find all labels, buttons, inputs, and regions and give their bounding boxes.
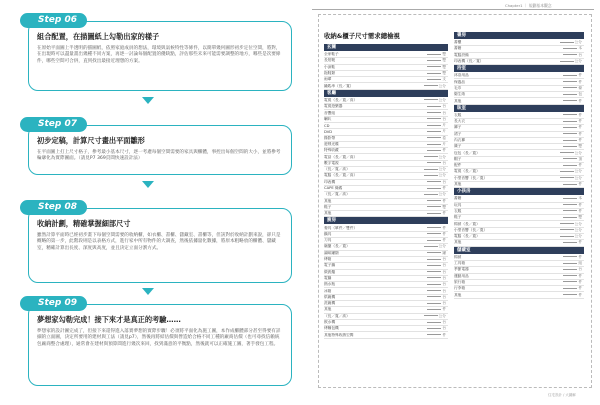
checklist-column-left <box>324 44 448 339</box>
step-06-title: 組合配置，在描圖紙上勾勒出家的樣子 <box>37 32 160 41</box>
item-unit-field[interactable]: 台 <box>503 53 584 58</box>
item-unit-field[interactable]: 雙 <box>503 215 584 220</box>
running-header: Chapter1 ｜ 規劃基本觀念 <box>505 3 552 8</box>
item-label: 其他特殊收納空間 <box>324 332 354 337</box>
step-08-box <box>28 208 292 283</box>
item-unit-field[interactable]: 雙 <box>371 52 448 57</box>
item-unit-field[interactable]: 公分 <box>503 234 584 239</box>
item-unit-field[interactable]: 公分 <box>503 151 584 156</box>
item-unit-field[interactable]: 台 <box>371 263 448 268</box>
item-label: 電視遊樂器 <box>324 104 343 109</box>
item-unit-field[interactable]: 件 <box>503 119 584 124</box>
item-label: 工具箱 <box>454 261 466 266</box>
item-label: 印表機（長／寬） <box>454 59 484 64</box>
item-label: 印表機 <box>324 179 336 184</box>
item-label: 內衣褲 <box>454 138 466 142</box>
item-label: 長短靴 <box>324 58 336 63</box>
item-unit-field[interactable]: 件 <box>503 209 584 214</box>
item-unit-field[interactable]: 件 <box>503 182 584 187</box>
item-unit-field[interactable]: 公分 <box>371 155 448 160</box>
checklist-title: 收納&櫃子尺寸需求總檢視 <box>324 32 400 40</box>
item-label: 拖鞋類 <box>324 71 336 76</box>
item-unit-field[interactable]: 包 <box>503 92 584 97</box>
item-label: 其他 <box>454 240 462 245</box>
item-unit-field[interactable]: 件 <box>371 232 448 237</box>
item-unit-field[interactable]: 公分 <box>503 59 584 64</box>
item-unit-field[interactable]: 台 <box>371 161 448 166</box>
step-09-title: 夢想家勾勒完成！接下來才是真正的考驗…… <box>37 315 181 324</box>
item-unit-field[interactable]: 台 <box>371 104 448 109</box>
section-header: 小孩房 <box>454 188 584 195</box>
item-label: 棉被（長／寬） <box>454 221 480 226</box>
item-unit-field[interactable]: 件 <box>371 186 448 191</box>
item-label: CD <box>324 123 330 128</box>
item-label: 電腦（長／寬） <box>454 234 480 239</box>
item-unit-field[interactable]: 件 <box>503 73 584 78</box>
item-label: 書籍 <box>454 196 462 201</box>
item-label: 其他 <box>454 182 462 187</box>
section-header: 臥室 <box>454 105 584 112</box>
item-label: 鑰匙串（長／寬） <box>324 83 354 88</box>
item-label: 鍋具 <box>324 231 332 236</box>
item-unit-field[interactable]: 件 <box>503 293 584 298</box>
step-06-box <box>28 21 292 91</box>
item-label: 電腦設備 <box>454 52 469 57</box>
item-unit-field[interactable]: 件 <box>503 132 584 137</box>
item-unit-field[interactable]: 件 <box>371 307 448 312</box>
item-label: 衣服 <box>454 112 462 117</box>
item-label: 洗碗機 <box>324 301 336 306</box>
item-unit-field[interactable]: 支 <box>371 77 448 82</box>
step-07-label: Step 07 <box>20 117 87 132</box>
item-unit-field[interactable]: 公分 <box>503 222 584 227</box>
header-divider <box>312 9 594 10</box>
item-label: 玩具 <box>454 202 462 207</box>
item-label: 其他 <box>454 292 462 297</box>
item-label: 特殊收藏 <box>324 148 339 153</box>
item-label: 烤箱 <box>324 257 332 262</box>
item-unit-field[interactable]: 組 <box>503 261 584 266</box>
item-label: 電鍋 <box>324 275 332 280</box>
item-unit-field[interactable]: 台 <box>371 295 448 300</box>
step-07-box <box>28 125 292 175</box>
item-label: 小型音響（長／寬） <box>454 175 488 180</box>
item-unit-field[interactable]: 卷 <box>371 136 448 141</box>
arrow-down-icon <box>142 181 154 188</box>
item-label: DVD <box>324 129 333 134</box>
item-label: 全家鞋子 <box>324 52 339 57</box>
item-label: 餐具（單件／雙件） <box>324 225 358 230</box>
step-06-body: 在原始平面圖上半透明的描圖紙，依照家庭成員的想法，環境與氣候特性等條件，以簡單幾何圖形初步定位空間，將對，在出現時可以盡量畫出幾種不同方案，再逐一討論每個配置的優缺點，評估那些未來可能需要調整的地方，哪些是次要條件，哪些空間可合併，直到找出最接近理想的方案。 <box>37 46 281 64</box>
item-unit-field[interactable]: 罐 <box>371 251 448 256</box>
item-label: 小型音響（長／寬） <box>454 227 488 232</box>
item-unit-field[interactable]: 公分 <box>371 192 448 197</box>
step-07-title: 初步定稿，計算尺寸畫出平面雛形 <box>37 136 145 145</box>
item-label: CAPE 條碼 <box>324 186 343 191</box>
item-label: 沐浴用品 <box>454 73 469 78</box>
item-unit-field[interactable]: 台 <box>371 320 448 325</box>
item-label: 包包（長／寬） <box>454 150 480 155</box>
item-unit-field[interactable]: 件 <box>503 286 584 291</box>
item-label: 旅行箱 <box>454 279 466 284</box>
section-header: 儲藏室 <box>454 247 584 254</box>
item-unit-field[interactable]: 台 <box>371 117 448 122</box>
item-label: 運動用品 <box>454 273 469 278</box>
item-unit-field[interactable]: 件 <box>503 99 584 104</box>
item-label: （長／寬／高） <box>324 313 350 318</box>
item-label: 碗盤（長／寬） <box>324 244 350 249</box>
item-label: 飲水機 <box>324 320 336 325</box>
item-unit-field[interactable]: 件 <box>503 255 584 260</box>
item-label: 帽子 <box>454 156 462 161</box>
item-unit-field[interactable]: 台 <box>503 267 584 272</box>
item-label: 行李箱 <box>454 286 466 291</box>
item-label: 季節電器 <box>454 267 469 272</box>
item-unit-field[interactable]: 公分 <box>371 173 448 178</box>
item-unit-field[interactable]: 公分 <box>371 167 448 172</box>
item-label: 調味罐類 <box>324 250 339 255</box>
item-label: 書籍 <box>454 46 462 51</box>
checklist-column-right <box>454 32 584 299</box>
item-unit-field[interactable]: 台 <box>371 111 448 116</box>
item-label: 數字電視 <box>324 160 339 165</box>
step-08-label: Step 08 <box>20 200 87 215</box>
item-unit-field[interactable]: 台 <box>371 180 448 185</box>
item-unit-field[interactable]: 公分 <box>503 228 584 233</box>
section-header: 浴室 <box>454 65 584 72</box>
item-label: （長／寬／高） <box>324 167 350 172</box>
item-label: 雨傘 <box>324 77 332 82</box>
item-unit-field[interactable]: 件 <box>503 163 584 168</box>
item-unit-field[interactable]: 件 <box>371 333 448 338</box>
item-label: 保養品 <box>454 79 466 84</box>
item-label: 鞋子 <box>324 204 332 209</box>
step-09-box <box>28 304 292 386</box>
item-label: 其他 <box>454 98 462 103</box>
item-unit-field[interactable]: 公分 <box>503 169 584 174</box>
item-unit-field[interactable]: 台 <box>371 276 448 281</box>
item-label: 衣服 <box>454 208 462 213</box>
item-unit-field[interactable]: 本 <box>503 196 584 201</box>
item-label: 棉被 <box>454 254 462 259</box>
item-label: 褲子 <box>454 125 462 130</box>
item-label: 配件 <box>454 163 462 168</box>
item-label: 電話（長／寬／高） <box>324 154 358 159</box>
item-unit-field[interactable]: 件 <box>503 125 584 130</box>
item-label: 書櫃 <box>454 40 462 45</box>
step-08-body: 雖然計算平面時已經初步畫下每個空間需要的收納櫃，如衣櫃、書櫃、儲藏室、書櫃等，但該對於收納計劃來說，卻只是概略的第一步，此階段則是以表格方式，進行家中所有物件的大調查，然後依據量化數據，將原本粗略放的櫃體、儲藏室，精確計算出長度、深度與高度，並且決定立面分割方式。 <box>37 233 281 251</box>
item-label: 喇叭 <box>324 116 332 121</box>
item-label: 其他 <box>324 307 332 312</box>
item-unit-field[interactable]: 片 <box>371 129 448 134</box>
item-unit-field[interactable]: 台 <box>371 257 448 262</box>
step-06-label: Step 06 <box>20 13 87 28</box>
item-unit-field[interactable]: 雙 <box>371 205 448 210</box>
step-07-body: 在平面圖上打上尺寸格子，參考最小基本尺寸，逐一考慮每個空間需要的家具與櫃體，事控出每個空間的大小，並將參考輪廓化為實際圖面。（請見P7 369頁間快速設計法） <box>37 150 281 162</box>
item-label: （長／寬／高） <box>324 192 350 197</box>
item-unit-field[interactable]: 件 <box>371 238 448 243</box>
item-label: 微波爐 <box>324 269 336 274</box>
item-label: 裙子 <box>454 131 462 136</box>
item-label: 錄影帶 <box>324 135 336 140</box>
section-header: 玄關 <box>324 44 448 51</box>
item-unit-field[interactable]: 公分 <box>371 244 448 249</box>
item-label: 電視（長／寬／高） <box>324 97 358 102</box>
item-label: 襪子 <box>454 144 462 149</box>
item-unit-field[interactable]: 片 <box>371 142 448 147</box>
item-unit-field[interactable]: 件 <box>503 203 584 208</box>
item-unit-field[interactable]: 片 <box>371 123 448 128</box>
item-unit-field[interactable]: 件 <box>503 280 584 285</box>
arrow-down-icon <box>142 288 154 295</box>
step-09-body: 夢想家的設計圖完成了，但接下來還得進入落實夢想的實際步驟！必須將平面化為施工圖，本作成櫃體部分甚至得要有詳細的立面圖，決定所要用的建材與工法（請見p7），然後再將結估價與營造給合格不同工種的廠商估價（也可尋找信賴統包廠商整合處理），通常會在建材與預算間進行幾次來回，找到滿意的平衡點，然後就可以正確施工圖，著手發包工程。 <box>37 329 281 347</box>
item-unit-field[interactable]: 台 <box>371 282 448 287</box>
section-header: 客廳 <box>324 90 448 97</box>
item-label: 熱水瓶 <box>324 282 336 287</box>
checklist-row <box>324 332 448 338</box>
section-header: 書房 <box>454 32 584 39</box>
item-unit-field[interactable]: 公分 <box>371 84 448 89</box>
item-unit-field[interactable]: 公分 <box>503 40 584 45</box>
item-label: 音響組 <box>324 110 336 115</box>
item-unit-field[interactable]: 頂 <box>503 157 584 162</box>
item-label: 小涼鞋 <box>324 64 336 69</box>
item-unit-field[interactable]: 雙 <box>503 144 584 149</box>
item-label: 遊戲光碟 <box>324 142 339 146</box>
item-label: 其他 <box>324 198 332 203</box>
item-unit-field[interactable]: 件 <box>371 226 448 231</box>
item-unit-field[interactable]: 公分 <box>371 98 448 103</box>
step-08-title: 收納計劃，精確掌握細部尺寸 <box>37 219 131 228</box>
item-label: 鞋子 <box>454 215 462 220</box>
item-unit-field[interactable]: 件 <box>503 80 584 85</box>
item-unit-field[interactable]: 雙 <box>371 58 448 63</box>
item-unit-field[interactable]: 件 <box>371 199 448 204</box>
item-label: 衛生紙 <box>454 92 466 97</box>
item-unit-field[interactable]: 台 <box>371 301 448 306</box>
page-footer: 住宅設計 / 大圖解 <box>548 393 576 397</box>
checklist-row <box>454 292 584 298</box>
item-unit-field[interactable]: 件 <box>503 113 584 118</box>
item-unit-field[interactable]: 公分 <box>503 176 584 181</box>
item-label: 電腦（長／寬／高） <box>324 173 358 178</box>
item-unit-field[interactable]: 台 <box>371 289 448 294</box>
item-label: 冰箱 <box>324 288 332 293</box>
item-unit-field[interactable]: 件 <box>371 148 448 153</box>
item-label: 烤麵包機 <box>324 326 339 331</box>
section-header: 廚房 <box>324 217 448 224</box>
item-label: 電視（長／寬） <box>454 169 480 174</box>
item-unit-field[interactable]: 雙 <box>371 71 448 76</box>
arrow-down-icon <box>142 97 154 104</box>
item-unit-field[interactable]: 條 <box>503 86 584 91</box>
item-label: 烘碗機 <box>324 294 336 299</box>
item-unit-field[interactable]: 件 <box>371 211 448 216</box>
item-unit-field[interactable]: 件 <box>503 240 584 245</box>
item-unit-field[interactable]: 公分 <box>371 314 448 319</box>
item-label: 長大衣 <box>454 119 466 124</box>
item-unit-field[interactable]: 台 <box>371 326 448 331</box>
item-label: 電子鍋 <box>324 263 336 268</box>
item-unit-field[interactable]: 本 <box>503 46 584 51</box>
item-label: 毛巾 <box>454 85 462 90</box>
item-unit-field[interactable]: 台 <box>371 270 448 275</box>
item-label: 刀具 <box>324 238 332 243</box>
item-unit-field[interactable]: 雙 <box>371 65 448 70</box>
item-unit-field[interactable]: 件 <box>503 138 584 143</box>
item-label: 其他 <box>324 211 332 216</box>
step-09-label: Step 09 <box>20 296 87 311</box>
item-unit-field[interactable]: 件 <box>503 274 584 279</box>
